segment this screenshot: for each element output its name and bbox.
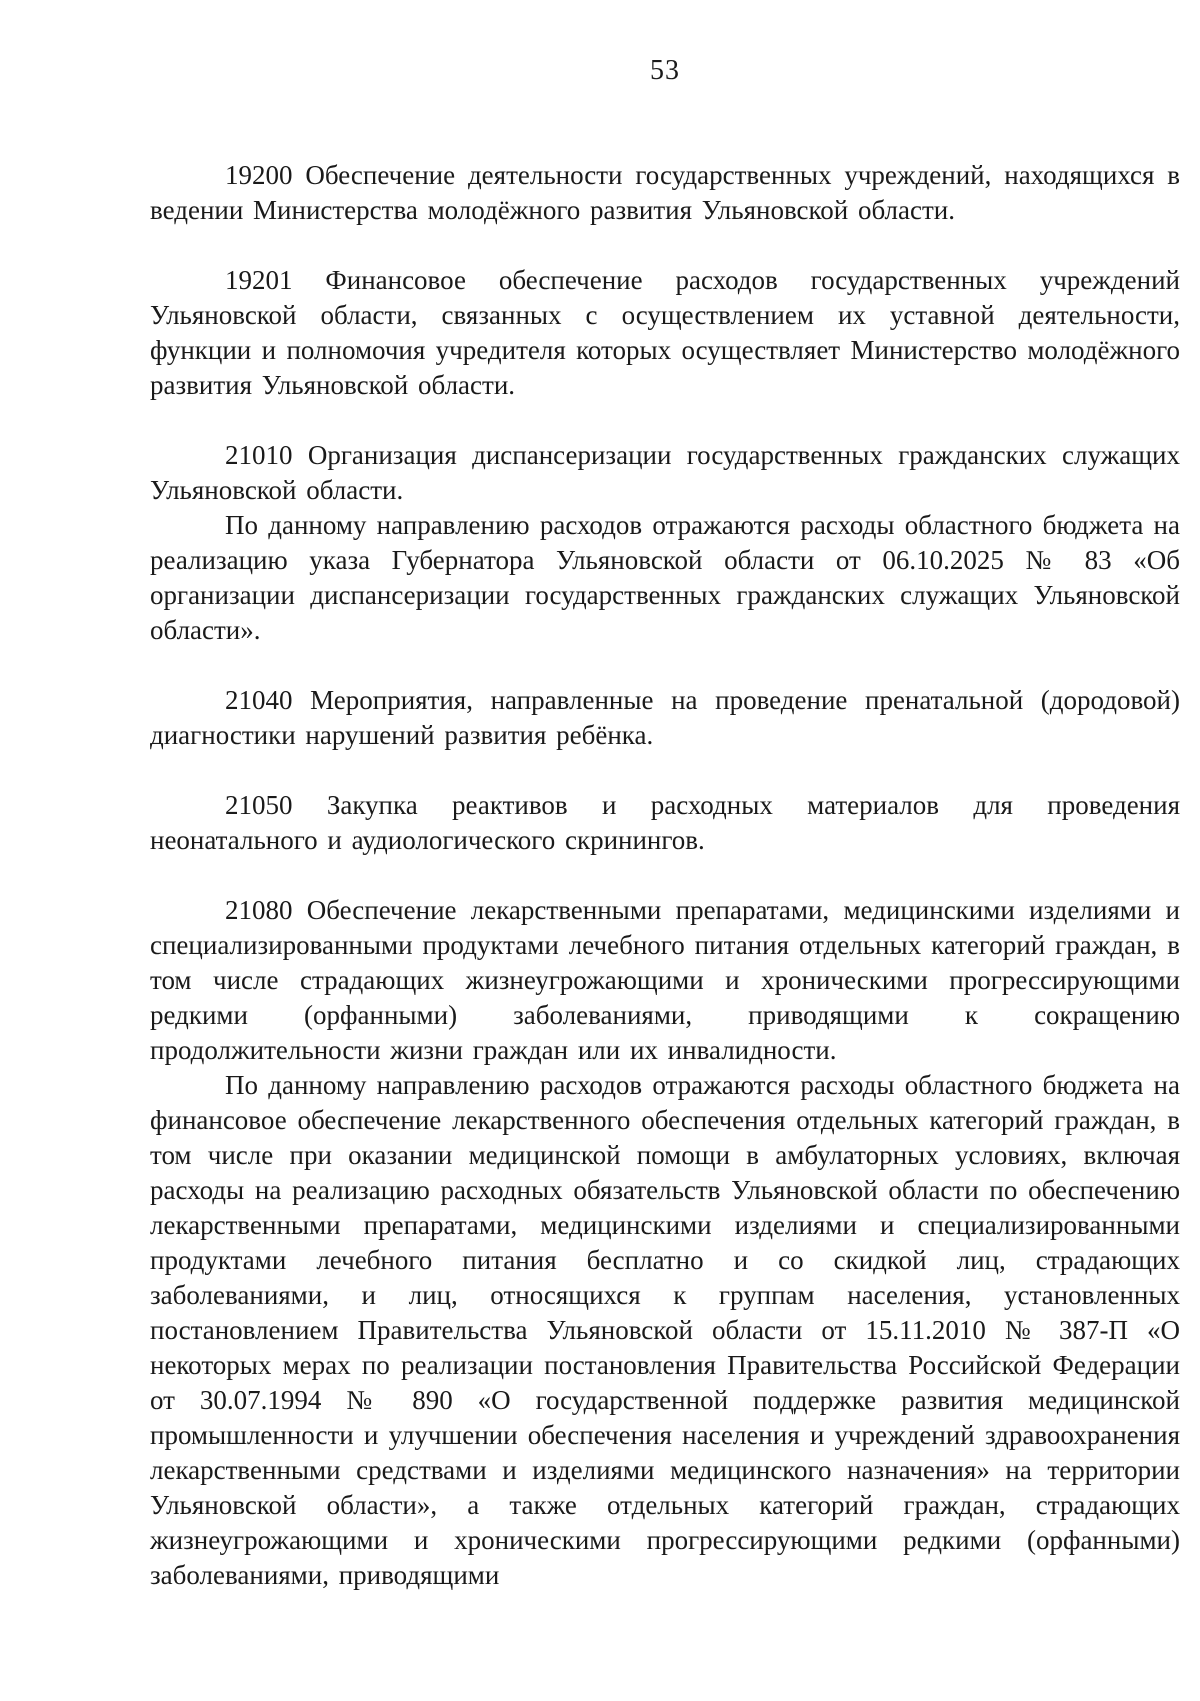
paragraph-19200: 19200 Обеспечение деятельности государственных учреждений, находящихся в ведении Министерства молодёжного развития Ульяновской области. xyxy=(150,160,1180,225)
paragraph-gap xyxy=(150,648,1180,683)
paragraph-21010-description: По данному направлению расходов отражаются расходы областного бюджета на реализацию указа Губернатора Ульяновской области от 06.10.2025 № 83 «Об организации диспансеризации государственных гражданских служащих Ульяновской области». xyxy=(150,510,1180,645)
paragraph-21080-description: По данному направлению расходов отражаются расходы областного бюджета на финансовое обеспечение лекарственного обеспечения отдельных категорий граждан, в том числе при оказании медицинской помощи в амбулаторных условиях, включая расходы на реализацию расходных обязательств Ульяновской области по обеспечению лекарственными препаратами, медицинскими изделиями и специализированными продуктами лечебного питания бесплатно и со скидкой лиц, страдающих заболеваниями, и лиц, относящихся к группам населения, установленных постановлением Правительства Ульяновской области от 15.11.2010 № 387-П «О некоторых мерах по реализации постановления Правительства Российской Федерации от 30.07.1994 № 890 «О государственной поддержке развития медицинской промышленности и улучшении обеспечения населения и учреждений здравоохранения лекарственными средствами и изделиями медицинского назначения» на территории Ульяновской области», а также отдельных категорий граждан, страдающих жизнеугрожающими и хроническими прогрессирующими редкими (орфанными) заболеваниями, приводящими xyxy=(150,1070,1180,1590)
document-body xyxy=(150,158,1180,1593)
page-number: 53 xyxy=(650,55,680,86)
paragraph-gap xyxy=(150,228,1180,263)
paragraph-21080: 21080 Обеспечение лекарственными препаратами, медицинскими изделиями и специализированными продуктами лечебного питания отдельных категорий граждан, в том числе страдающих жизнеугрожающими и хроническими прогрессирующими редкими (орфанными) заболеваниями, приводящими к сокращению продолжительности жизни граждан или их инвалидности. xyxy=(150,895,1180,1065)
paragraph-21050: 21050 Закупка реактивов и расходных материалов для проведения неонатального и аудиологического скринингов. xyxy=(150,790,1180,855)
paragraph-21010: 21010 Организация диспансеризации государственных гражданских служащих Ульяновской области. xyxy=(150,440,1180,505)
paragraph-gap xyxy=(150,753,1180,788)
paragraph-gap xyxy=(150,858,1180,893)
paragraph-gap xyxy=(150,403,1180,438)
paragraph-19201: 19201 Финансовое обеспечение расходов государственных учреждений Ульяновской области, связанных с осуществлением их уставной деятельности, функции и полномочия учредителя которых осуществляет Министерство молодёжного развития Ульяновской области. xyxy=(150,265,1180,400)
paragraph-21040: 21040 Мероприятия, направленные на проведение пренатальной (дородовой) диагностики нарушений развития ребёнка. xyxy=(150,685,1180,750)
